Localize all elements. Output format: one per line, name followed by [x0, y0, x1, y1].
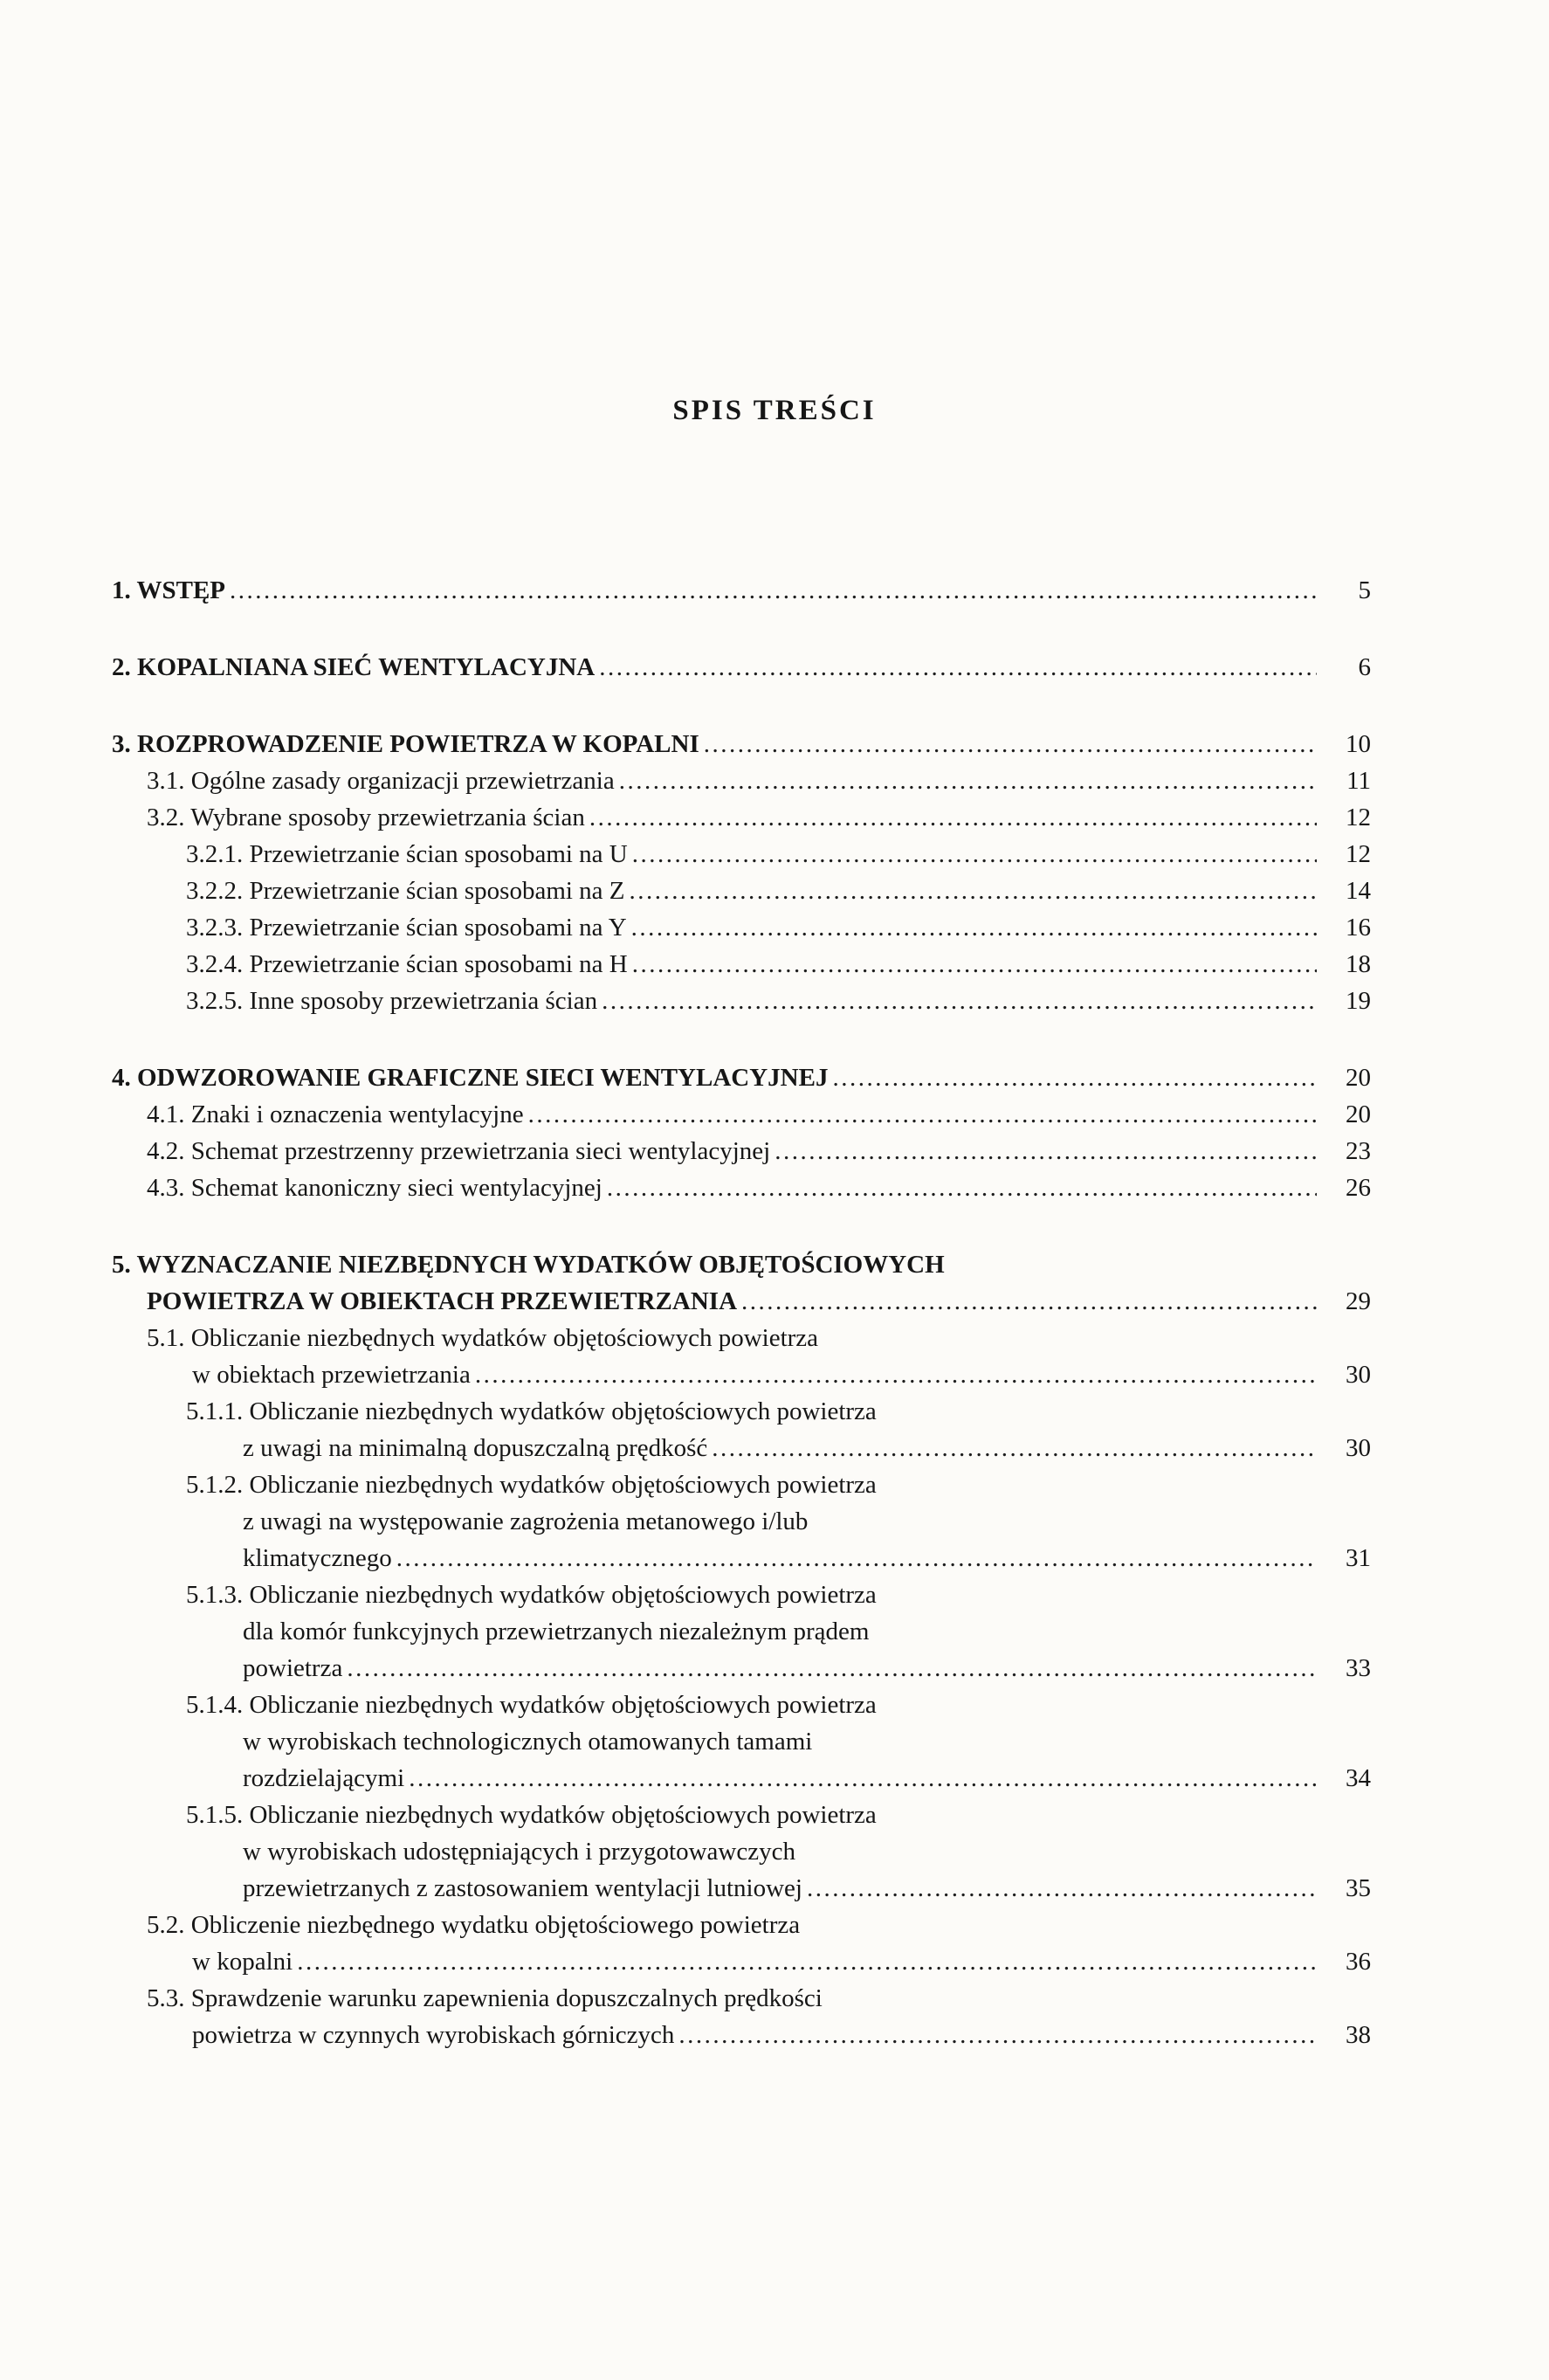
toc-entry-line [112, 1283, 1371, 1320]
toc-entry [112, 873, 1371, 909]
toc-entry [112, 1980, 1371, 2053]
toc-entry-line [112, 1723, 1371, 1760]
toc-entry [112, 1576, 1371, 1687]
toc-entry-text: w wyrobiskach technologicznych otamowanych tamami [243, 1728, 813, 1756]
toc-entry-text: powietrza [243, 1654, 343, 1682]
toc-entry-line [112, 1540, 1371, 1576]
toc-entry [112, 983, 1371, 1019]
toc-entry [112, 572, 1371, 609]
toc-entry-text: 3.1. Ogólne zasady organizacji przewietrzania [147, 767, 615, 795]
toc-entry-text: POWIETRZA W OBIEKTACH PRZEWIETRZANIA [147, 1287, 738, 1315]
toc-entry-text: 3.2.2. Przewietrzanie ścian sposobami na Z [186, 877, 625, 905]
toc-entry-text: z uwagi na występowanie zagrożenia metanowego i/lub [243, 1507, 809, 1535]
toc-entry [112, 1096, 1371, 1133]
dotted-leader [632, 946, 1317, 983]
dotted-leader [599, 649, 1317, 686]
toc-entry-text: 5.1. Obliczanie niezbędnych wydatków objętościowych powietrza [147, 1324, 819, 1352]
dotted-leader [832, 1059, 1317, 1096]
toc-page-number: 26 [1346, 1174, 1371, 1202]
dotted-leader [475, 1356, 1317, 1393]
toc-entry-line [112, 1576, 1371, 1613]
toc-page-number: 30 [1346, 1434, 1371, 1462]
toc-entry-line [112, 1246, 1371, 1283]
dotted-leader [396, 1540, 1317, 1576]
toc-entry-text: z uwagi na minimalną dopuszczalną prędkość [243, 1434, 708, 1462]
toc-entry-line [112, 2017, 1371, 2053]
toc-entry [112, 1797, 1371, 1907]
toc-entry-line [112, 1393, 1371, 1430]
toc-entry-line [112, 873, 1371, 909]
toc-entry-line [112, 983, 1371, 1019]
toc-entry-line [112, 1943, 1371, 1980]
toc-entry-text: w wyrobiskach udostępniających i przygotowawczych [243, 1838, 795, 1866]
toc-entry-line [112, 726, 1371, 762]
toc-entry-text: klimatycznego [243, 1544, 392, 1572]
toc-entry [112, 799, 1371, 836]
toc-page-number: 6 [1358, 653, 1371, 681]
toc-entry-line [112, 1833, 1371, 1870]
toc-entry [112, 726, 1371, 762]
dotted-leader [632, 836, 1317, 873]
toc-entry-line [112, 1133, 1371, 1169]
toc-page-number: 16 [1346, 914, 1371, 942]
dotted-leader [619, 762, 1317, 799]
toc-page-number: 20 [1346, 1100, 1371, 1128]
toc-page-number: 12 [1346, 840, 1371, 868]
dotted-leader [589, 799, 1317, 836]
toc-entry-line [112, 1613, 1371, 1650]
toc-entry-text: przewietrzanych z zastosowaniem wentylacji lutniowej [243, 1874, 802, 1902]
toc-entry [112, 946, 1371, 983]
toc-entry-line [112, 1687, 1371, 1723]
toc-entry-text: 3.2.3. Przewietrzanie ścian sposobami na Y [186, 914, 627, 942]
toc-entry-line [112, 762, 1371, 799]
toc-entry-line [112, 1760, 1371, 1797]
dotted-leader [297, 1943, 1317, 1980]
toc-entry [112, 1133, 1371, 1169]
dotted-leader [409, 1760, 1317, 1797]
toc-entry-line [112, 1870, 1371, 1907]
toc-entry [112, 1393, 1371, 1466]
toc-entry-text: 5.3. Sprawdzenie warunku zapewnienia dopuszczalnych prędkości [147, 1984, 823, 2012]
dotted-leader [774, 1133, 1317, 1169]
table-of-contents [112, 572, 1371, 2053]
toc-entry [112, 649, 1371, 686]
toc-page-number: 10 [1346, 730, 1371, 758]
toc-entry-line [112, 836, 1371, 873]
toc-page-number: 12 [1346, 804, 1371, 831]
toc-page-number: 29 [1346, 1287, 1371, 1315]
dotted-leader [607, 1169, 1317, 1206]
toc-page-number: 20 [1346, 1064, 1371, 1092]
toc-entry-text: 5.2. Obliczenie niezbędnego wydatku objętościowego powietrza [147, 1911, 801, 1939]
toc-entry-line [112, 572, 1371, 609]
toc-entry-line [112, 799, 1371, 836]
toc-page-number: 14 [1346, 877, 1371, 905]
toc-page-number: 36 [1346, 1948, 1371, 1976]
toc-entry [112, 836, 1371, 873]
dotted-leader [678, 2017, 1317, 2053]
toc-entry-text: 5.1.3. Obliczanie niezbędnych wydatków objętościowych powietrza [186, 1581, 877, 1609]
toc-entry-line [112, 1096, 1371, 1133]
toc-entry-line [112, 1059, 1371, 1096]
toc-entry-text: 5.1.4. Obliczanie niezbędnych wydatków objętościowych powietrza [186, 1691, 877, 1719]
toc-entry-text: 3.2. Wybrane sposoby przewietrzania ścian [147, 804, 585, 831]
dotted-leader [347, 1650, 1317, 1687]
toc-entry-text: dla komór funkcyjnych przewietrzanych niezależnym prądem [243, 1618, 870, 1645]
dotted-leader [631, 909, 1317, 946]
toc-entry-text: 5.1.2. Obliczanie niezbędnych wydatków objętościowych powietrza [186, 1471, 877, 1499]
toc-entry-text: 3. ROZPROWADZENIE POWIETRZA W KOPALNI [112, 730, 699, 758]
dotted-leader [630, 873, 1317, 909]
toc-page-number: 18 [1346, 950, 1371, 978]
toc-entry [112, 909, 1371, 946]
toc-entry-text: 4.3. Schemat kanoniczny sieci wentylacyjnej [147, 1174, 602, 1202]
toc-entry-text: 3.2.5. Inne sposoby przewietrzania ścian [186, 987, 598, 1015]
toc-entry-text: 4. ODWZOROWANIE GRAFICZNE SIECI WENTYLACYJNEJ [112, 1064, 829, 1092]
toc-entry-text: 5.1.1. Obliczanie niezbędnych wydatków objętościowych powietrza [186, 1397, 877, 1425]
toc-page-number: 38 [1346, 2021, 1371, 2049]
toc-entry-line [112, 1797, 1371, 1833]
toc-entry-line [112, 1466, 1371, 1503]
toc-entry-line [112, 1503, 1371, 1540]
toc-entry [112, 1320, 1371, 1393]
toc-page-number: 34 [1346, 1764, 1371, 1792]
toc-entry [112, 1059, 1371, 1096]
toc-entry-line [112, 1907, 1371, 1943]
toc-entry-text: 3.2.1. Przewietrzanie ścian sposobami na U [186, 840, 628, 868]
toc-page-number: 33 [1346, 1654, 1371, 1682]
toc-page-number: 35 [1346, 1874, 1371, 1902]
toc-entry-text: 4.2. Schemat przestrzenny przewietrzania sieci wentylacyjnej [147, 1137, 771, 1165]
toc-entry-line [112, 1650, 1371, 1687]
toc-entry-line [112, 1320, 1371, 1356]
toc-entry-text: rozdzielającymi [243, 1764, 405, 1792]
toc-page-number: 23 [1346, 1137, 1371, 1165]
toc-entry-text: 5.1.5. Obliczanie niezbędnych wydatków objętościowych powietrza [186, 1801, 877, 1829]
dotted-leader [602, 983, 1317, 1019]
toc-entry-text: powietrza w czynnych wyrobiskach górniczych [192, 2021, 675, 2049]
dotted-leader [807, 1870, 1317, 1907]
dotted-leader [712, 1430, 1317, 1466]
dotted-leader [230, 572, 1317, 609]
toc-entry-text: 5. WYZNACZANIE NIEZBĘDNYCH WYDATKÓW OBJĘTOŚCIOWYCH [112, 1251, 945, 1279]
toc-page-number: 11 [1346, 767, 1371, 795]
toc-page-number: 31 [1346, 1544, 1371, 1572]
toc-entry-line [112, 946, 1371, 983]
toc-entry [112, 1169, 1371, 1206]
toc-entry-text: 4.1. Znaki i oznaczenia wentylacyjne [147, 1100, 524, 1128]
dotted-leader [741, 1283, 1317, 1320]
toc-entry [112, 1246, 1371, 1320]
toc-entry-line [112, 1169, 1371, 1206]
toc-entry [112, 1907, 1371, 1980]
toc-entry-line [112, 1980, 1371, 2017]
toc-entry [112, 762, 1371, 799]
dotted-leader [528, 1096, 1317, 1133]
toc-entry-text: w obiektach przewietrzania [192, 1361, 471, 1389]
page-title: SPIS TREŚCI [672, 395, 877, 426]
toc-entry-text: 1. WSTĘP [112, 576, 226, 604]
toc-entry-text: 3.2.4. Przewietrzanie ścian sposobami na H [186, 950, 628, 978]
toc-entry-line [112, 649, 1371, 686]
toc-page-number: 5 [1358, 576, 1371, 604]
toc-entry-line [112, 909, 1371, 946]
toc-entry-text: w kopalni [192, 1948, 293, 1976]
toc-page-number: 19 [1346, 987, 1371, 1015]
toc-entry-text: 2. KOPALNIANA SIEĆ WENTYLACYJNA [112, 653, 596, 681]
toc-entry-line [112, 1430, 1371, 1466]
toc-page-number: 30 [1346, 1361, 1371, 1389]
toc-entry [112, 1466, 1371, 1576]
toc-entry-line [112, 1356, 1371, 1393]
dotted-leader [704, 726, 1317, 762]
toc-entry [112, 1687, 1371, 1797]
